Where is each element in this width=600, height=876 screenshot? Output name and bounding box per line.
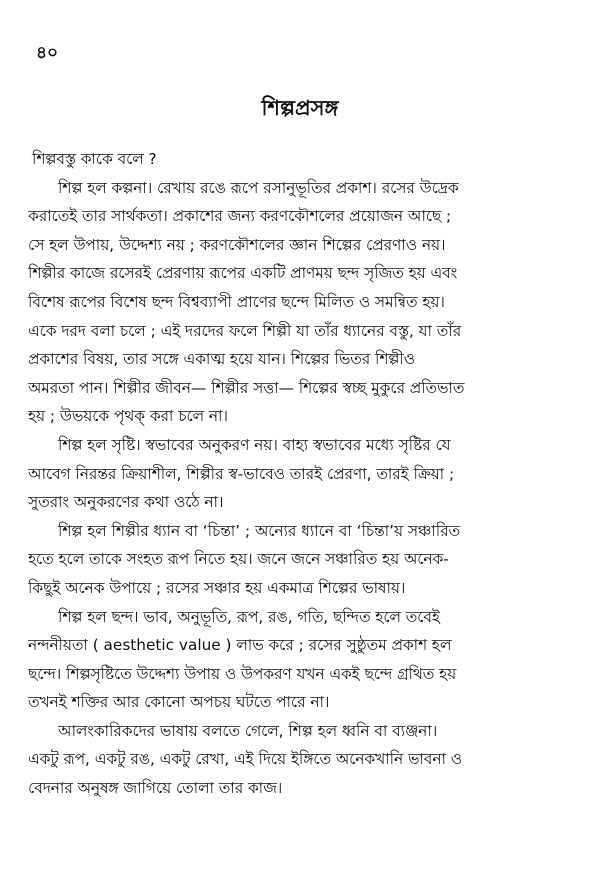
page-number: ৪০ [36, 43, 59, 63]
text-line: আবেগ নিরন্তর ক্রিয়াশীল, শিল্পীর স্ব-ভাবেও তারই প্রেরণা, তারই ক্রিয়া ; [28, 464, 455, 483]
text-line: কিছুই অনেক উপায়ে ; রসের সঞ্চার হয় একমাত্র শিল্পের ভাষায়। [28, 578, 406, 597]
text-line: সে হল উপায়, উদ্দেশ্য নয় ; করণকৌশলের জ্ঞান শিল্পের প্রেরণাও নয়। [28, 235, 446, 254]
text-line: করাতেই তার সার্থকতা। প্রকাশের জন্য করণকৌশলের প্রয়োজন আছে ; [28, 207, 452, 226]
text-line: প্রকাশের বিষয়, তার সঙ্গে একাত্ম হয়ে যান। শিল্পের ভিতর শিল্পীও [28, 350, 415, 369]
text-line: বিশেষ রূপের বিশেষ ছন্দ বিশ্বব্যাপী প্রাণের ছন্দে মিলিত ও সমন্বিত হয়। [28, 292, 445, 311]
text-body [28, 145, 580, 803]
text-line: আলংকারিকদের ভাষায় বলতে গেলে, শিল্প হল ধ্বনি বা ব্যঞ্জনা। [58, 721, 438, 740]
text-line: ছন্দে। শিল্পসৃষ্টিতে উদ্দেশ্য উপায় ও উপকরণ যখন একই ছন্দে গ্রথিত হয় [28, 664, 457, 683]
text-line: হয় ; উভয়কে পৃথক্‌ করা চলে না। [28, 407, 228, 426]
text-line: শিল্প হল কল্পনা। রেখায় রঙে রূপে রসানুভূতির প্রকাশ। রসের উদ্রেক [58, 178, 459, 197]
text-line: নন্দনীয়তা ( aesthetic value ) লাভ করে ; রসের সুষ্ঠুতম প্রকাশ হল [28, 636, 452, 655]
text-line: তখনই শক্তির আর কোনো অপচয় ঘটতে পারে না। [28, 693, 330, 712]
text-line: শিল্প হল শিল্পীর ধ্যান বা ‘চিন্তা’ ; অন্যের ধ্যানে বা ‘চিন্তা’য় সঞ্চারিত [58, 521, 460, 540]
text-line: হতে হলে তাকে সংহত রূপ নিতে হয়। জনে জনে সঞ্চারিত হয় অনেক- [28, 550, 449, 569]
text-line: বেদনার অনুষঙ্গ জাগিয়ে তোলা তার কাজ। [28, 779, 283, 798]
text-line: একটু রূপ, একটু রঙ, একটু রেখা, এই দিয়ে ইঙ্গিতে অনেকখানি ভাবনা ও [28, 750, 463, 769]
text-line: শিল্পীর কাজে রসেরই প্রেরণায় রূপের একটি প্রাণময় ছন্দ সৃজিত হয় এবং [28, 264, 458, 283]
chapter-title: শিল্পপ্রসঙ্গ [261, 96, 339, 120]
text-line: একে দরদ বলা চলে ; এই দরদের ফলে শিল্পী যা তাঁর ধ্যানের বস্তু, যা তাঁর [28, 321, 462, 340]
text-line: শিল্প হল সৃষ্টি। স্বভাবের অনুকরণ নয়। বাহ্য স্বভাবের মধ্যে সৃষ্টির যে [58, 435, 451, 454]
text-line: শিল্পবস্তু কাকে বলে ? [32, 150, 157, 168]
text-line: অমরতা পান। শিল্পীর জীবন— শিল্পীর সত্তা— শিল্পের স্বচ্ছ মুকুরে প্রতিভাত [28, 378, 465, 397]
text-line: সুতরাং অনুকরণের কথা ওঠে না। [28, 493, 224, 512]
text-line: শিল্প হল ছন্দ। ভাব, অনুভূতি, রূপ, রঙ, গতি, ছন্দিত হলে তবেই [58, 607, 440, 626]
